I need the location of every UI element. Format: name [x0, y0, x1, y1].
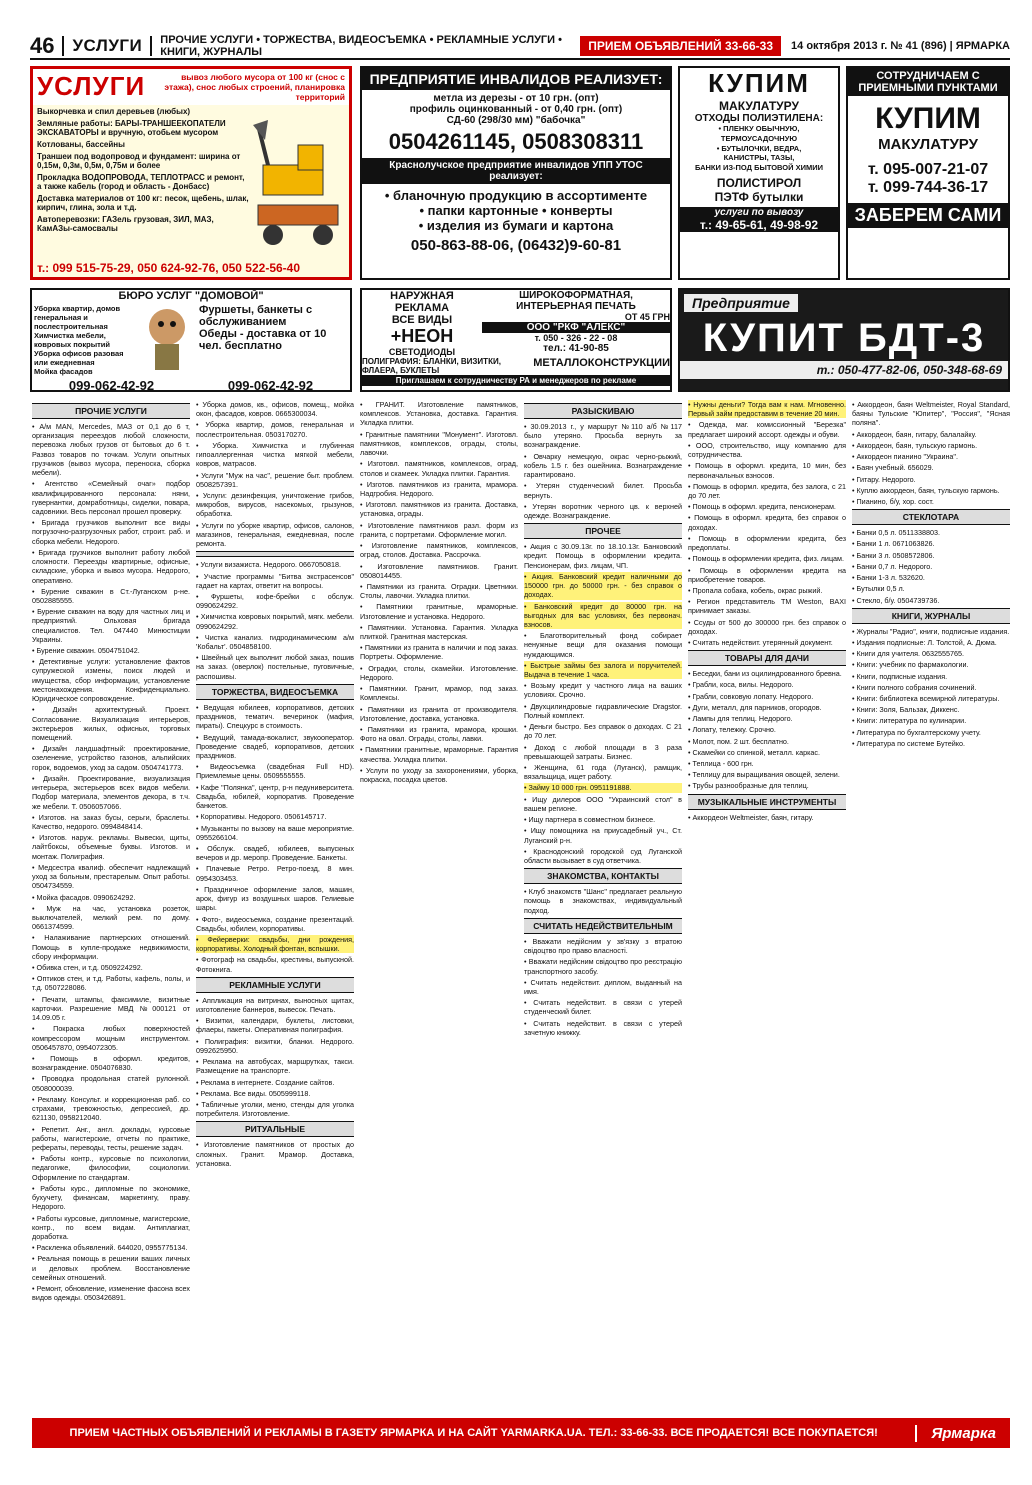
- rubric-heading: [196, 551, 354, 557]
- classified-ad: • 30.09.2013 г., у маршрут №110 а/б №117 было утеряно. Просьба вернуть за вознаграждение.: [524, 422, 682, 450]
- classified-ad: • Гитару. Недорого.: [852, 474, 916, 484]
- classified-ad: • Изготовл. памятников, комплексов, оград, столов и скамеек. Укладка плитки. Гарантия.: [360, 459, 518, 478]
- classified-ad: • Аккордеон, баян Weltmeister, Royal Standard, баяны Тульские "Юпитер", "Россия", "Ясная поляна".: [852, 400, 1010, 428]
- classified-ad: • Помощь в оформлении кредита, без предоплаты.: [688, 533, 846, 553]
- classified-ad: • Изготовление памятников разл. форм из гранита, с портретами. Оформление могил.: [360, 520, 518, 539]
- classified-ad: • Баян учебный. 656029.: [852, 463, 934, 473]
- classifieds-columns: [32, 400, 1010, 1415]
- classified-ad: • Книги, подписные издания.: [852, 671, 948, 681]
- classified-ad: • Молот, пом. 2 шт. бесплатно.: [688, 736, 789, 746]
- classified-ad: • Памятники. Гранит, мрамор, под заказ. Комплексы.: [360, 684, 518, 703]
- ad-uslugi-sub: вывоз любого мусора от 100 кг (снос с этажа), снос любых строений, планировка территорий: [164, 72, 345, 102]
- classified-ad: • Утерян студенческий билет. Просьба вернуть.: [524, 481, 682, 500]
- classified-ad: • Работы курс., дипломные по экономике, бухучету, финансам, маркетингу, праву. Недорого.: [32, 1183, 190, 1212]
- classified-ad: • Работы курсовые, дипломные, магистерские, контр., по всем видам. Антиплагиат, доработка.: [32, 1213, 190, 1241]
- ad-bdt-pre: Предприятие: [684, 294, 798, 312]
- list-item: Земляные работы: БАРЫ-ТРАНШЕЕКОПАТЕЛИ ЭКСКАВАТОРЫ и вручную, отобьем мусором: [37, 119, 226, 137]
- classified-ad: • Фейерверки: свадьбы, дни рождения, корпоративы. Холодный фонтан, вспышки.: [196, 934, 354, 954]
- classified-ad: • Аккордеон, баян, тульскую гармонь.: [852, 440, 978, 450]
- classified-ad: • Банки 0,5 л. 0511338803.: [852, 528, 940, 538]
- classified-ad: • Помощь в оформл. кредита, 10 мин, без первоначальных взносов.: [688, 461, 846, 480]
- classified-ad: • Теплица - 600 грн.: [688, 759, 754, 768]
- list-item: • ПЛЕНКУ ОБЫЧНУЮ,: [718, 124, 800, 133]
- ad-neon: [360, 288, 672, 392]
- ad-uslugi: [30, 66, 352, 280]
- classified-ad: • Считать недействит. в связи с утерей зачетную книжку.: [524, 1018, 682, 1037]
- classified-ad: • Раскленка объявлений. 644020, 0955775134.: [32, 1243, 188, 1253]
- classified-ad: • Изготов. на заказ бусы, серьги, браслеты. Качество, недорого. 0994848414.: [32, 812, 190, 831]
- section-title: УСЛУГИ: [62, 36, 152, 56]
- classified-ad: • Теплицу для выращивания овощей, зелени.: [688, 770, 840, 780]
- classified-ad: • Издания подписные: Л. Толстой, А. Дюма.: [852, 637, 997, 647]
- classified-ad: • Бригада грузчиков выполнит работу любой сложности. Переезды квартирные, офисные, складские, уборка и вывоз мусора. Недорого, оперативно.: [32, 547, 190, 585]
- classified-ad: • Благотворительный фонд собирает ненужные вещи для оказания помощи нуждающимся.: [524, 631, 682, 659]
- classified-ad: • Фуршеты, кофе-брейки с обслуж. 0990624292.: [196, 591, 354, 611]
- classified-ad: • Участие программы "Битва экстрасенсов" гадает на картах, ответит на вопросы.: [196, 571, 354, 590]
- gnome-icon: [137, 302, 197, 372]
- classified-ad: • Обслуж. свадеб, юбилеев, выпускных вечеров и др. меропр. Проведение. Банкеты.: [196, 843, 354, 863]
- list-item: КАНИСТРЫ, ТАЗЫ,: [723, 153, 795, 163]
- classified-ad: • Детективные услуги: установление фактов супружеской измены, поиск людей и имущества, сбор информации, установление местонахождения. Конфиденциально. Юридическое сопровождение.: [32, 657, 190, 704]
- classified-ad: • Праздничное оформление залов, машин, арок, фигур из воздушных шаров. Гелиевые шары.: [196, 884, 354, 913]
- classified-ad: • Возьму кредит у частного лица на ваших условиях. Срочно.: [524, 681, 682, 700]
- classified-ad: • Ведущая юбилеев, корпоративов, детских праздников, тематич. вечеринок (мафия, пираты). Спецкурс в стоимость.: [196, 702, 354, 731]
- rubric-heading: ТОРЖЕСТВА, ВИДЕОСЪЕМКА: [196, 684, 354, 700]
- classified-ad: • Аккордеон Weltmeister, баян, гитару.: [688, 812, 814, 822]
- list-item: Выкорчевка и спил деревьев (любых): [37, 107, 191, 116]
- classified-ad: • Проводка продольная статей рулонной. 0508000039.: [32, 1074, 190, 1093]
- list-item: Прокладка ВОДОПРОВОДА, ТЕПЛОТРАСС и ремонт, а также кабель (город и область - Донбасс): [37, 173, 245, 191]
- ad-kupim-2: [846, 66, 1010, 280]
- classified-ad: • Бригада грузчиков выполнит все виды погрузочно-разгрузочных работ, строит. раб. и сборка мебели. Недорого.: [32, 518, 190, 546]
- classified-ad: • Книги: учебник по фармакологии.: [852, 660, 969, 670]
- classified-ad: • Чистка канализ. гидродинамическим а/м 'Кобальт'. 0504858100.: [196, 632, 354, 652]
- classified-ad: • Изготовление памятников, комплексов, оград, столов. Доставка. Рассрочка.: [360, 541, 518, 560]
- classified-ad: • Корпоративы. Недорого. 0506145717.: [196, 812, 327, 822]
- ad-neon-tel2: тел.: 41-90-85: [543, 343, 609, 354]
- ad-domovoy-phone-2: 099-062-42-92: [227, 378, 314, 392]
- classified-ad: • Помощь в оформл. кредита, без справок о доходах.: [688, 513, 846, 532]
- rubric-heading: СЧИТАТЬ НЕДЕЙСТВИТЕЛЬНЫМ: [524, 918, 682, 934]
- footer-logo: Ярмарка: [915, 1425, 1010, 1442]
- ad-neon-t3: ШИРОКОФОРМАТНАЯ, ИНТЕРЬЕРНАЯ ПЕЧАТЬ: [516, 290, 636, 312]
- classified-ad: • Реклама на автобусах, маршрутках, такси. Размещение на транспорте.: [196, 1057, 354, 1076]
- classified-ad: • Дуги, металл, для парников, огородов.: [688, 702, 822, 712]
- classified-ad: • Услуги "Муж на час", решение быт. проблем. 0508257391.: [196, 470, 354, 489]
- classified-ad: • Ссуды от 500 до 300000 грн. без справок о доходах.: [688, 617, 846, 636]
- classified-ad: • Помощь в оформл. кредита, без залога, с 21 до 70 лет.: [688, 481, 846, 500]
- ad-neon-invite: Приглашаем к сотрудничеству РА и менеджеров по рекламе: [362, 375, 670, 386]
- classified-ad: • Бурение скважин на воду для частных лиц и предприятий. Ольховая бригада специалистов. Тел. 047440 Минюстиции Украины.: [32, 607, 190, 644]
- list-item: Уборка квартир, домов генеральная и послестроительная: [34, 304, 121, 331]
- page-number: 46: [30, 33, 55, 58]
- rubric-heading: КНИГИ, ЖУРНАЛЫ: [852, 608, 1010, 624]
- ad-bdt: [678, 288, 1010, 392]
- classifieds-column: [524, 400, 682, 1415]
- classified-ad: • Памятники гранитные, мраморные. Гарантия качества. Укладка плитки.: [360, 745, 518, 764]
- classified-ad: • Полиграфия: визитки, бланки. Недорого. 0992625950.: [196, 1036, 354, 1055]
- classified-ad: • Рекламу. Консульт. и коррекционная раб. со страхами, тревожностью, депрессией, др. 621130, 0958212040.: [32, 1094, 190, 1123]
- classified-ad: • Помощь в оформл. кредитов, вознаграждение. 0504076830.: [32, 1054, 190, 1073]
- classified-ad: • Табличные уголки, меню, стенды для уголка потребителя. Изготовление.: [196, 1100, 354, 1119]
- list-item: Мойка фасадов: [34, 367, 93, 376]
- classifieds-column: [32, 400, 190, 1415]
- rubric-heading: ПРОЧЕЕ: [524, 523, 682, 539]
- classified-ad: • Изготовл. памятников из гранита. Доставка, установка, ограды.: [360, 500, 518, 519]
- classified-ad: • Грабли, совковую лопату. Недорого.: [688, 691, 814, 701]
- ad-invalid-phones2: 050-863-88-06, (06432)9-60-81: [410, 237, 622, 254]
- ad-domovoy-phone-1: 099-062-42-92: [68, 378, 155, 392]
- classified-ad: • Быстрые займы без залога и поручителей. Выдача в течение 1 часа.: [524, 660, 682, 680]
- rubric-heading: ПРОЧИЕ УСЛУГИ: [32, 403, 190, 419]
- classified-ad: • Изготовление памятников от простых до сложных. Гранит. Мрамор. Доставка, установка.: [196, 1140, 354, 1168]
- classified-ad: • Агентство «Семейный очаг» подбор квалифицированного персонала: няни, гувернантки, домработницы, сиделки, повара, садовники. Весь персонал прошел проверку.: [32, 479, 190, 516]
- ad-kupim-2-p2: т. 099-744-36-17: [867, 179, 989, 196]
- classified-ad: • Обивка стен, и т.д. 0509224292.: [32, 963, 143, 973]
- classified-ad: • Книги: Золя, Бальзак, Диккенс.: [852, 705, 960, 715]
- rubric-heading: ЗНАКОМСТВА, КОНТАКТЫ: [524, 868, 682, 884]
- classified-ad: • Пропала собака, кобель, окрас рыжий.: [688, 585, 823, 595]
- rubric-heading: ТОВАРЫ ДЛЯ ДАЧИ: [688, 650, 846, 666]
- classifieds-column: [196, 400, 354, 1415]
- classified-ad: • Книги: литература по кулинарии.: [852, 716, 967, 726]
- ad-invalid-l1: метла из дерезы - от 10 грн. (опт): [433, 93, 599, 104]
- classified-ad: • Изготов. памятников из гранита, мрамора. Надгробия. Недорого.: [360, 479, 518, 498]
- classified-ad: • Мойка фасадов. 0990624292.: [32, 892, 136, 902]
- classified-ad: • Аккордеон пианино "Украина".: [852, 452, 958, 462]
- classified-ad: • Помощь в оформлении кредита, физ. лицам.: [688, 554, 844, 564]
- classified-ad: • Дизайн. Проектирование, визуализация интерьера, экстерьеров всех видов мебели. Подбор материала, элементов декора, в т.ч. же мебели. Т. 0506057066.: [32, 773, 190, 811]
- footer-banner: [32, 1418, 1010, 1448]
- ad-kupim-1-phones: т.: 49-65-61, 49-98-92: [680, 218, 838, 232]
- classified-ad: • Ведущий, тамада-вокалист, звукооператор. Проведение свадеб, корпоративов, детских праздников.: [196, 732, 354, 760]
- classified-ad: • Банки 1 л. 0671063826.: [852, 539, 935, 549]
- classified-ad: • Реклама в интернете. Создание сайтов.: [196, 1077, 335, 1087]
- ad-invalid-phones: 0504261145, 0508308311: [388, 129, 644, 154]
- excavator-icon: [253, 105, 343, 255]
- classified-ad: • Займу 10 000 грн. 0951191888.: [524, 783, 682, 792]
- ad-kupim-1-t1: МАКУЛАТУРУ: [719, 99, 799, 113]
- classified-ad: • Печати, штампы, факсимиле, визитные карточки. Разрешение МВД №000121 от 14.09.05 г.: [32, 994, 190, 1023]
- classified-ad: • Бутылки 0,5 л.: [852, 584, 905, 594]
- footer-text: ПРИЕМ ЧАСТНЫХ ОБЪЯВЛЕНИЙ И РЕКЛАМЫ В ГАЗЕТУ ЯРМАРКА И НА САЙТ YARMARKA.UA. ТЕЛ.: 33-66-33. ВСЕ ПРОДАЕТСЯ! ВСЕ ПОКУПАЕТСЯ!: [69, 1427, 878, 1439]
- classified-ad: • Бурение скважин. 0504751042.: [32, 646, 140, 656]
- ad-uslugi-phones: т.: 099 515-75-29, 050 624-92-76, 050 522-56-40: [37, 261, 301, 275]
- classified-ad: • Ищу дилеров ООО "Украинский стол" в вашем регионе.: [524, 794, 682, 813]
- classifieds-column: [852, 400, 1010, 1415]
- page-header: [30, 34, 1010, 60]
- classified-ad: • Акция с 30.09.13г. по 18.10.13г. Банковский кредит. Помощь в оформлении кредита. Пенсионерам, физ. лицам, ЧП.: [524, 542, 682, 570]
- classified-ad: • Фотограф на свадьбы, крестины, выпускной. Фотокнига.: [196, 955, 354, 974]
- classified-ad: • Банковский кредит до 80000 грн. на выгодных для вас условиях, без первонач. взносов.: [524, 601, 682, 629]
- classified-ad: • Налаживание партнерских отношений. Помощь в купле-продаже недвижимости, сбору информации.: [32, 933, 190, 961]
- classified-ad: • Книги: библиотека всемирной литературы.: [852, 694, 1000, 704]
- classified-ad: • Швейный цех выполнит любой заказ, пошив на заказ. (оверлок) постельные, пуговичные, распошивы.: [196, 653, 354, 681]
- ad-kupim-1-t3: ПОЛИСТИРОЛ: [716, 175, 802, 190]
- classified-ad: • Беседки, бани из оцилиндрованного бревна.: [688, 669, 842, 679]
- classified-ad: • Журналы "Радио", книги, подписные издания.: [852, 626, 1010, 636]
- classified-ad: • Женщина, 61 года (Луганск), рамщик, вязальщица, ищет работу.: [524, 763, 682, 782]
- classified-ad: • Грабли, коса, вилы. Недорого.: [688, 680, 794, 690]
- classified-ad: • Куплю аккордеон, баян, тульскую гармонь.: [852, 485, 1000, 495]
- classifieds-column: [688, 400, 846, 1415]
- classified-ad: • Нужны деньги? Тогда вам к нам. Мгновенно. Первый займ предоставим в течение 20 мин.: [688, 400, 846, 419]
- classified-ad: • Стекло, б/у. 0504739736.: [852, 595, 940, 605]
- list-item: Уборка офисов разовая или ежедневная: [34, 349, 124, 367]
- classified-ad: • Регион представитель TM Weston, BAXI принимает заказы.: [688, 597, 846, 616]
- classified-ad: • Визитки, календари, буклеты, листовки, флаеры, пакеты. Оперативная полиграфия.: [196, 1016, 354, 1035]
- classified-ad: • Уборка домов, кв., офисов, помещ., мойка окон, фасадов, ковров. 0665300034.: [196, 400, 354, 419]
- classified-ad: • Изготовление памятников. Гранит. 0508014455.: [360, 561, 518, 580]
- classified-ad: • Клуб знакомств "Шанс" предлагает реальную помощь в знакомствах, индивидуальный подход.: [524, 887, 682, 915]
- rubric-heading: РАЗЫСКИВАЮ: [524, 403, 682, 419]
- list-item: Автоперевозки: ГАЗель грузовая, ЗИЛ, МАЗ, КамАЗы-самосвалы: [37, 215, 214, 233]
- ad-kupim-2-p1: т. 095-007-21-07: [867, 161, 989, 178]
- ad-neon-poly: ПОЛИГРАФИЯ: БЛАНКИ, ВИЗИТКИ, ФЛАЕРА, БУКЛЕТЫ: [362, 357, 501, 375]
- classified-ad: • Услуги визажиста. Недорого. 0667050818.: [196, 560, 341, 570]
- ad-kupim-1-title: КУПИМ: [708, 68, 810, 98]
- classified-ad: • Покраска любых поверхностей компрессором мощным инструментом. 0506457870, 0954072305.: [32, 1024, 190, 1052]
- classified-ad: • Книги для учителя. 0632555765.: [852, 649, 964, 659]
- rubric-heading: РИТУАЛЬНЫЕ: [196, 1121, 354, 1137]
- classified-ad: • Оптиков стен, и т.д. Работы, кафель, полы, и т.д. 0507228086.: [32, 974, 190, 993]
- ad-invalid: [360, 66, 672, 280]
- classified-ad: • Уборка. Химчистка и глубинная гипоаллергенная чистка мягкой мебели, ковров, матрасов.: [196, 440, 354, 469]
- ad-invalid-t2: Краснолучское предприятие инвалидов УПП УТОС реализует:: [362, 158, 670, 184]
- ad-kupim-1-t2: ОТХОДЫ ПОЛИЭТИЛЕНА:: [694, 113, 824, 124]
- classified-ad: • Книги полного собрания сочинений.: [852, 682, 977, 692]
- classified-ad: • Оградки, столы, скамейки. Изготовление. Недорого.: [360, 663, 518, 682]
- classified-ad: • Вважати недійсним свідоцтво про реєстрацію транспортного засобу.: [524, 957, 682, 976]
- ad-bdt-title: КУПИТ БДТ-3: [702, 316, 986, 360]
- classified-ad: • Услуги: дезинфекция, уничтожение грибов, микробов, вирусов, насекомых, грызунов, обработка.: [196, 490, 354, 519]
- list-item: БАНКИ ИЗ-ПОД БЫТОВОЙ ХИМИИ: [694, 163, 824, 172]
- classified-ad: • Помощь в оформл. кредита, пенсионерам.: [688, 502, 836, 512]
- classified-ad: • Реклама. Все виды. 0505999118.: [196, 1088, 311, 1098]
- classified-ad: • Работы контр., курсовые по психологии, педагогике, философии, социологии. Оформление по стандартам.: [32, 1154, 190, 1182]
- classifieds-column: [360, 400, 518, 1415]
- classified-ad: • Репетит. Анг., англ. доклады, курсовые работы, магистерские, отчеты по практике, рефераты, переводы, тесты, решение задач.: [32, 1124, 190, 1152]
- ad-kupim-1: [678, 66, 840, 280]
- ad-invalid-l2: профиль оцинкованный - от 0,40 грн. (опт): [409, 104, 623, 115]
- classified-ad: • Лампы для теплиц. Недорого.: [688, 714, 793, 724]
- rubric-heading: РЕКЛАМНЫЕ УСЛУГИ: [196, 977, 354, 993]
- classified-ad: • Бурение скважин в Ст.-Луганском р-не. 0502885555.: [32, 586, 190, 605]
- classified-ad: • Видеосъемка (свадебная Full HD). Приемлемые цены. 0509555555.: [196, 762, 354, 781]
- classified-ad: • Памятники гранитные, мраморные. Изготовление и установка. Недорого.: [360, 602, 518, 621]
- list-item: Химчистка мебели, ковровых покрытий: [34, 331, 111, 349]
- classified-ad: • Реальная помощь в решении ваших личных и деловых проблем. Восстановление семейных отношений.: [32, 1254, 190, 1282]
- ad-bdt-phones: т.: 050-477-82-06, 050-348-68-69: [680, 361, 1008, 379]
- ad-kupim-2-title: КУПИМ: [875, 102, 981, 135]
- list-item: ТЕРМОУСАДОЧНУЮ: [720, 133, 798, 143]
- issue-date: 14 октября 2013 г. № 41 (896) | ЯРМАРКА: [791, 40, 1010, 52]
- classified-ad: • ГРАНИТ. Изготовление памятников, комплексов. Установка, доставка. Гарантия. Укладка плитки.: [360, 400, 518, 428]
- ad-invalid-b3: • изделия из бумаги и картона: [418, 218, 614, 233]
- classified-ad: • Овчарку немецкую, окрас черно-рыжий, кобель 1.5 г. без ошейника. Вознаграждение гарантировано.: [524, 451, 682, 480]
- ad-invalid-l3: СД-60 (298/30 мм) "бабочка": [446, 115, 586, 126]
- ad-kupim-2-top: СОТРУДНИЧАЕМ С ПРИЕМНЫМИ ПУНКТАМИ: [848, 68, 1008, 96]
- classified-ad: • Муж на час, установка розеток, выключателей, мелкий рем. по дому. 0661374599.: [32, 903, 190, 932]
- classified-ad: • Памятники из гранита от производителя. Изготовление, доставка, установка.: [360, 704, 518, 723]
- classified-ad: • Памятники из гранита в наличии и под заказ. Портреты. Оформление.: [360, 643, 518, 662]
- ad-invalid-b1: • бланочную продукцию в ассортименте: [384, 188, 648, 203]
- classified-ad: • Акция. Банковский кредит наличными до 150000 грн. до 50000 грн. - без справок о доходах.: [524, 571, 682, 600]
- classified-ad: • Трубы разнообразные для теплиц.: [688, 781, 809, 791]
- ad-neon-metal: МЕТАЛЛОКОНСТРУКЦИИ: [533, 357, 670, 369]
- classified-ad: • Ищу помощника на приусадебный уч., Ст. Луганский р-н.: [524, 826, 682, 845]
- classified-ad: • Кафе "Полянка", центр, р-н педуниверситета. Свадьба, юбилей, корпоратив. Проведение банкетов.: [196, 782, 354, 811]
- classified-ad: • Доход с любой площади в 3 раза превышающей затраты. Бизнес.: [524, 742, 682, 761]
- classified-ad: • Памятники. Установка. Гарантия. Укладка плиткой. Гранитная мастерская.: [360, 622, 518, 642]
- classified-ad: • Медсестра квалиф. обеспечит надлежащий уход за больным, престарелым. Опыт работы. 0504734559.: [32, 862, 190, 891]
- classified-ad: • Лопату, тележку. Срочно.: [688, 725, 776, 735]
- classified-ad: • Считать недействит. в связи с утерей студенческий билет.: [524, 998, 682, 1017]
- classified-ad: • Аппликация на витринах, выносных щитах, изготовление баннеров, вывесок. Печать.: [196, 995, 354, 1015]
- classified-ad: • Вважати недійсним у зв'язку з втратою свідоцтво про право власності.: [524, 936, 682, 956]
- ad-uslugi-list: [33, 105, 253, 255]
- list-item: Фуршеты, банкеты с обслуживанием: [199, 304, 313, 328]
- classified-ad: • Банки 3 л. 0508572806.: [852, 550, 935, 560]
- ad-neon-t4: ОТ 45 ГРН: [624, 312, 670, 322]
- ad-kupim-1-t4: ПЭТФ бутылки: [714, 189, 804, 204]
- list-item: Доставка материалов от 100 кг: песок, щебень, шлак, кирпич, глина, зола и т.д.: [37, 194, 249, 212]
- ad-neon-t2: ВСЕ ВИДЫ: [391, 314, 453, 326]
- list-item: Обеды - доставка от 10 чел. бесплатно: [199, 328, 327, 352]
- classified-ad: • Гранитные памятники "Монумент". Изготовл. памятников, комплексов, ограды, столы, лавочки.: [360, 429, 518, 458]
- classified-ad: • Скамейки со спинкой, металл. каркас.: [688, 747, 820, 757]
- classified-ad: • Краснодонский городской суд Луганской области вызывает в суд ответчика.: [524, 846, 682, 865]
- ad-phone-banner: ПРИЕМ ОБЪЯВЛЕНИЙ 33-66-33: [580, 36, 781, 56]
- ad-uslugi-title: УСЛУГИ: [37, 71, 146, 101]
- section-subtitle: ПРОЧИЕ УСЛУГИ • ТОРЖЕСТВА, ВИДЕОСЪЕМКА • РЕКЛАМНЫЕ УСЛУГИ • КНИГИ, ЖУРНАЛЫ: [160, 34, 562, 58]
- ad-neon-neon: +НЕОН: [390, 326, 454, 346]
- rubric-heading: МУЗЫКАЛЬНЫЕ ИНСТРУМЕНТЫ: [688, 794, 846, 810]
- ad-kupim-2-z: ЗАБЕРЕМ САМИ: [848, 203, 1008, 228]
- ad-neon-t1: НАРУЖНАЯ РЕКЛАМА: [390, 290, 454, 314]
- classified-ad: • Дизайн архитектурный. Проект. Согласование. Визуализация интерьеров, экстерьеров жилых, офисных, торговых помещений.: [32, 705, 190, 742]
- list-item: • БУТЫЛОЧКИ, ВЕДРА,: [716, 143, 802, 153]
- classified-ad: • А/м MAN, Mercedes, МАЗ от 0,1 до 6 т, организация переездов любой сложности, перевозка любых грузов от бытовых до 6 т. Развоз товаров по точкам. Услуги опытных грузчиков (вывоз мусора, переноска, сборка мебели).: [32, 422, 190, 478]
- classified-ad: • Помощь в оформлении кредита на приобретение товаров.: [688, 565, 846, 584]
- rubric-heading: СТЕКЛОТАРА: [852, 509, 1010, 525]
- ad-invalid-title: ПРЕДПРИЯТИЕ ИНВАЛИДОВ РЕАЛИЗУЕТ:: [362, 68, 670, 90]
- ad-domovoy: [30, 288, 352, 392]
- classified-ad: • Химчистка ковровых покрытий, мягк. мебели. 0990624292.: [196, 612, 354, 631]
- classified-ad: • Памятники из гранита, мрамора, крошки. Фото на овал. Ограды, столы, лавки.: [360, 725, 518, 744]
- classified-ad: • Банки 0,7 л. Недорого.: [852, 561, 933, 571]
- classified-ad: • Музыканты по вызову на ваше мероприятие. 0955266104.: [196, 823, 354, 842]
- classified-ad: • Литература по бухгалтерскому учету.: [852, 727, 981, 737]
- ad-neon-tel: т. 050 - 326 - 22 - 08: [534, 333, 618, 343]
- classified-ad: • Двухцилиндровые гидравлические Dragstor. Полный комплект.: [524, 701, 682, 720]
- classified-ad: • Банки 1-3 л. 532620.: [852, 573, 925, 583]
- classified-ad: • Считать недействит. диплом, выданный на имя.: [524, 977, 682, 996]
- classified-ad: • Ремонт, обновление, изменение фасона всех видов одежды. 0503426891.: [32, 1284, 190, 1303]
- ad-neon-sv: СВЕТОДИОДЫ: [388, 347, 456, 357]
- classified-ad: • Уборка квартир, домов, генеральная и послестроительная. 0503170270.: [196, 420, 354, 439]
- classified-ad: • Литература по системе Бутейко.: [852, 738, 965, 748]
- classified-ad: • Услуги по уходу за захоронениями, уборка, покраска, посадка цветов.: [360, 765, 518, 785]
- classified-ad: • Фото-, видеосъемка, создание презентаций. Свадьбы, юбилеи, корпоративы.: [196, 914, 354, 933]
- ad-neon-brand: ООО "РКФ "АЛЕКС": [482, 322, 670, 333]
- classified-ad: • Изготов. наруж. рекламы. Вывески, щиты, лайтбоксы, объемные буквы. Изготов. и монтаж. Полиграфия.: [32, 833, 190, 861]
- classified-ad: • Ищу партнера в совместном бизнесе.: [524, 815, 656, 825]
- ad-invalid-b2: • папки картонные • конверты: [419, 203, 613, 218]
- classified-ad: • Услуги по уборке квартир, офисов, салонов, магазинов, генеральная, ежедневная, после ремонта.: [196, 520, 354, 549]
- classified-ad: • Утерян воротник черного цв. к верхней одежде. Вознаграждение.: [524, 501, 682, 520]
- ad-kupim-2-sub: МАКУЛАТУРУ: [878, 136, 978, 153]
- classified-ad: • Дизайн ландшафтный: проектирование, озеленение, устройство газонов, альпийских горок, водоемов, уход за садом. 0504741773.: [32, 744, 190, 772]
- classified-ad: • Пианино, б/у, хор. сост.: [852, 496, 934, 506]
- classified-ad: • Плачевые Ретро. Ретро-поезд, 8 мин. 0954303453.: [196, 864, 354, 883]
- list-item: Котлованы, бассейны: [37, 140, 125, 149]
- classified-ad: • Аккордеон, баян, гитару, балалайку.: [852, 429, 977, 439]
- classified-ad: • Одежда, маг. комиссионный "Березка" предлагает широкий ассорт. одежды и обуви.: [688, 420, 846, 439]
- ad-domovoy-title: БЮРО УСЛУГ "ДОМОВОЙ": [118, 290, 264, 302]
- list-item: Траншеи под водопровод и фундамент: ширина от 0,15м, 0,3м, 0,5м, 0,75м и более: [37, 152, 241, 170]
- classified-ad: • ООО, строительство, ищу компанию для сотрудничества.: [688, 440, 846, 460]
- ad-kupim-1-t5: услуги по вывозу: [680, 207, 838, 218]
- classified-ad: • Памятники из гранита. Оградки. Цветники. Столы, лавочки. Укладка плитки.: [360, 581, 518, 601]
- classified-ad: • Деньги быстро. Без справок о доходах. С 21 до 70 лет.: [524, 722, 682, 741]
- classified-ad: • Считать недействит. утерянный документ.: [688, 638, 833, 648]
